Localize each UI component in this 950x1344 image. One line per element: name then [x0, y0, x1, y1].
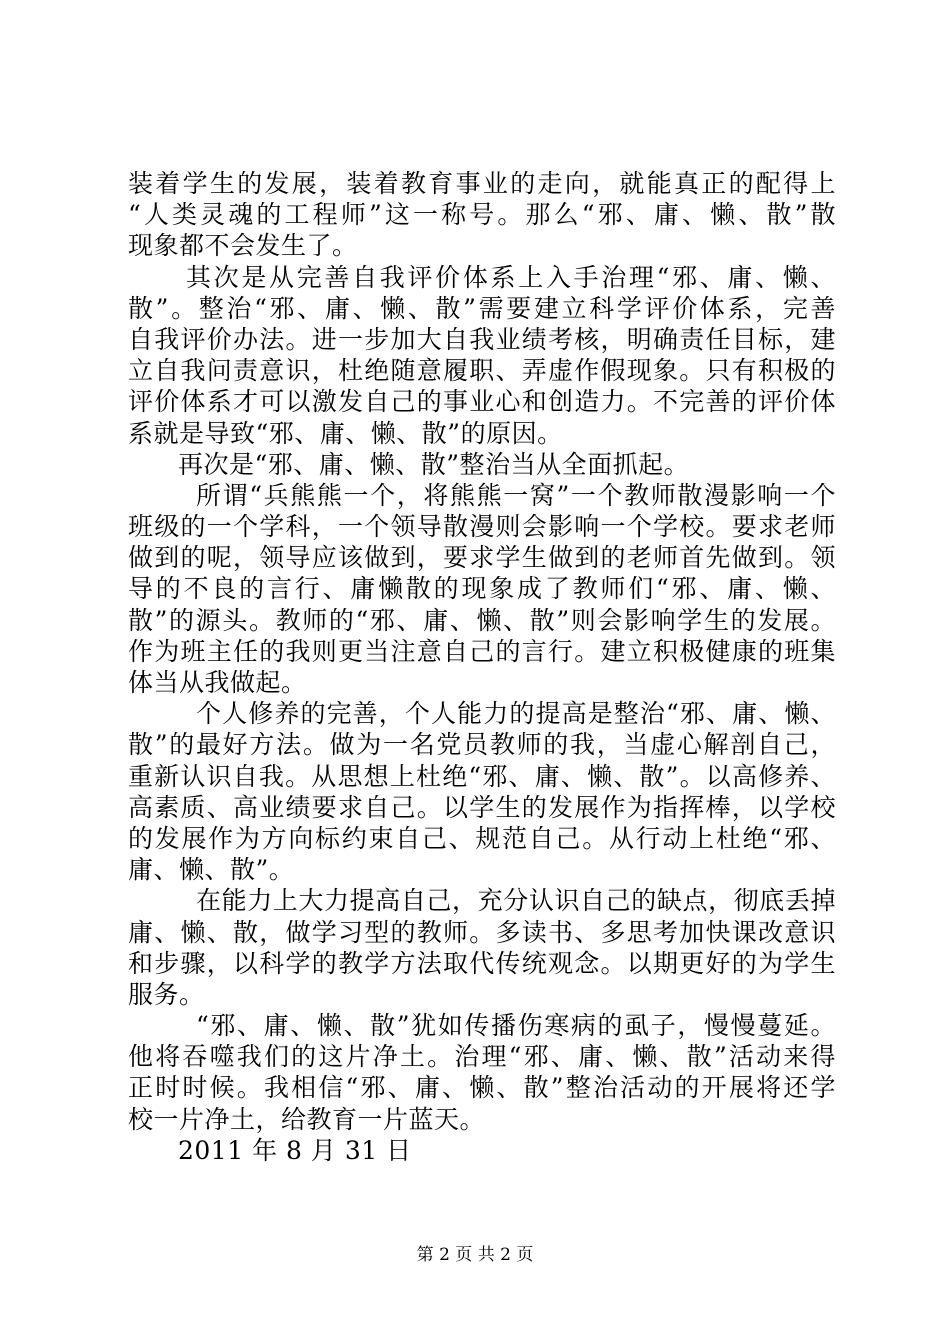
text-line: 散”。整治“邪、庸、懒、散”需要建立科学评价体系，完善 — [128, 293, 836, 323]
text-line: 庸、懒、散，做学习型的教师。多读书、多思考加快课改意识 — [128, 917, 836, 947]
text-line: 个人修养的完善，个人能力的提高是整治“邪、庸、懒、 — [196, 699, 836, 729]
text-line: 装着学生的发展，装着教育事业的走向，就能真正的配得上 — [128, 169, 836, 198]
page-footer: 第 2 页 共 2 页 — [416, 1245, 534, 1265]
text-line: 其次是从完善自我评价体系上入手治理“邪、庸、懒、 — [186, 262, 836, 292]
text-line: 班级的一个学科，一个领导散漫则会影响一个学校。要求老师 — [128, 512, 836, 542]
text-line: 做到的呢，领导应该做到，要求学生做到的老师首先做到。领 — [128, 543, 836, 573]
text-line: “人类灵魂的工程师”这一称号。那么“邪、庸、懒、散”散 — [128, 200, 836, 230]
text-line: 评价体系才可以激发自己的事业心和创造力。不完善的评价体 — [128, 387, 836, 417]
text-line: 再次是“邪、庸、懒、散”整治当从全面抓起。 — [178, 449, 690, 479]
text-line: 散”的最好方法。做为一名党员教师的我，当虚心解剖自己， — [128, 730, 836, 760]
document-body — [128, 168, 836, 1166]
text-line: 的发展作为方向标约束自己、规范自己。从行动上杜绝“邪、 — [128, 823, 836, 853]
date-line: 2011 年 8 月 31 日 — [178, 1135, 412, 1165]
text-line: “邪、庸、懒、散”犹如传播伤寒病的虱子，慢慢蔓延。 — [196, 1011, 836, 1041]
text-line: 所谓“兵熊熊一个，将熊熊一窝”一个教师散漫影响一个 — [196, 480, 836, 510]
text-line: 体当从我做起。 — [128, 668, 307, 697]
text-line: 立自我问责意识，杜绝随意履职、弄虚作假现象。只有积极的 — [128, 356, 836, 386]
text-line: 在能力上大力提高自己，充分认识自己的缺点，彻底丢掉 — [196, 886, 836, 916]
text-line: 服务。 — [128, 979, 205, 1009]
text-line: 自我评价办法。进一步加大自我业绩考核，明确责任目标，建 — [128, 324, 836, 354]
text-line: 重新认识自我。从思想上杜绝“邪、庸、懒、散”。以高修养、 — [128, 761, 836, 791]
text-line: 作为班主任的我则更当注意自己的言行。建立积极健康的班集 — [128, 636, 836, 666]
text-line: 他将吞噬我们的这片净土。治理“邪、庸、懒、散”活动来得 — [128, 1042, 836, 1072]
text-line: 现象都不会发生了。 — [128, 231, 358, 261]
text-line: 散”的源头。教师的“邪、庸、懒、散”则会影响学生的发展。 — [128, 605, 836, 635]
text-line: 和步骤，以科学的教学方法取代传统观念。以期更好的为学生 — [128, 948, 836, 978]
text-line: 导的不良的言行、庸懒散的现象成了教师们“邪、庸、懒、 — [128, 574, 836, 604]
text-line: 系就是导致“邪、庸、懒、散”的原因。 — [128, 418, 563, 448]
text-line: 高素质、高业绩要求自己。以学生的发展作为指挥棒，以学校 — [128, 792, 836, 822]
text-line: 正时时候。我相信“邪、庸、懒、散”整治活动的开展将还学 — [128, 1073, 836, 1103]
text-line: 校一片净土，给教育一片蓝天。 — [128, 1104, 486, 1134]
text-line: 庸、懒、散”。 — [128, 855, 295, 885]
